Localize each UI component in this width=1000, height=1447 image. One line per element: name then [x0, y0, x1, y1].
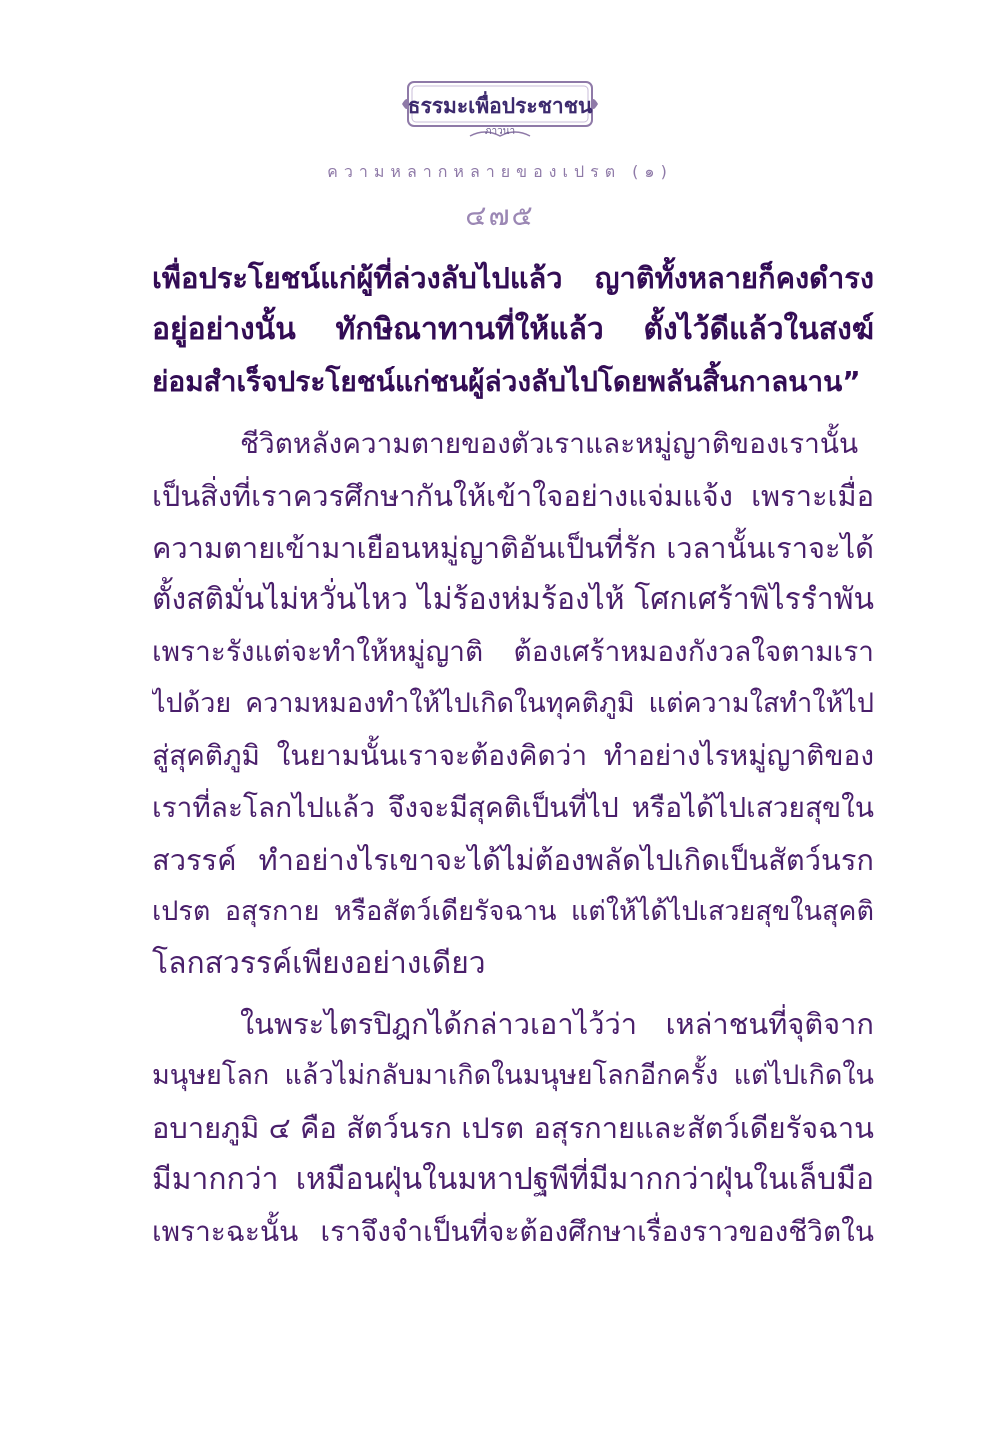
paragraph-line: อบายภูมิ ๔ คือ สัตว์นรก เปรต อสุรกายและสัตว์เดียรัจฉาน — [152, 1111, 874, 1145]
paragraph-line: มีมากกว่า เหมือนฝุ่นในมหาปฐพีที่มีมากกว่าฝุ่นในเล็บมือ — [152, 1162, 874, 1197]
paragraph-line: เป็นสิ่งที่เราควรศึกษากันให้เข้าใจอย่างแจ่มแจ้ง เพราะเมื่อ — [152, 479, 874, 513]
quote-line: ย่อมสำเร็จประโยชน์แก่ชนผู้ล่วงลับไปโดยพลันสิ้นกาลนาน” — [152, 365, 861, 398]
logo — [400, 78, 600, 148]
paragraph-1 — [152, 418, 874, 990]
logo-text: ธรรมะเพื่อประชาชน — [407, 93, 593, 118]
paragraph-line: ตั้งสติมั่นไม่หวั่นไหว ไม่ร้องห่มร้องไห้ โศกเศร้าพิไรรำพัน — [152, 582, 874, 617]
paragraph-line: สู่สุคติภูมิ ในยามนั้นเราจะต้องคิดว่า ทำอย่างไรหมู่ญาติของ — [152, 739, 874, 772]
running-title: ความหลากหลายของเปรต (๑) — [327, 162, 673, 181]
paragraph-line: ความตายเข้ามาเยือนหมู่ญาติอันเป็นที่รัก เวลานั้นเราจะได้ — [152, 531, 874, 565]
page-number: ๔๗๕ — [465, 199, 535, 232]
quote-line: เพื่อประโยชน์แก่ผู้ที่ล่วงลับไปแล้ว ญาติทั้งหลายก็คงดำรง — [152, 261, 874, 295]
page-body — [152, 252, 874, 1258]
paragraph-line: ชีวิตหลังความตายของตัวเราและหมู่ญาติของเรานั้น — [240, 427, 859, 460]
paragraph-2 — [152, 998, 874, 1258]
paragraph-line: โลกสวรรค์เพียงอย่างเดียว — [152, 946, 486, 981]
paragraph-line: เพราะรังแต่จะทำให้หมู่ญาติ ต้องเศร้าหมองกังวลใจตามเรา — [152, 635, 874, 668]
paragraph-line: มนุษยโลก แล้วไม่กลับมาเกิดในมนุษยโลกอีกครั้ง แต่ไปเกิดใน — [152, 1060, 874, 1091]
paragraph-line: เราที่ละโลกไปแล้ว จึงจะมีสุคติเป็นที่ไป หรือได้ไปเสวยสุขใน — [152, 791, 874, 824]
paragraph-line: ในพระไตรปิฎกได้กล่าวเอาไว้ว่า เหล่าชนที่จุติจาก — [240, 1007, 874, 1041]
paragraph-line: ไปด้วย ความหมองทำให้ไปเกิดในทุคติภูมิ แต่ความใสทำให้ไป — [152, 688, 874, 719]
paragraph-line: สวรรค์ ทำอย่างไรเขาจะได้ไม่ต้องพลัดไปเกิดเป็นสัตว์นรก — [152, 843, 874, 877]
paragraph-line: เพราะฉะนั้น เราจึงจำเป็นที่จะต้องศึกษาเรื่องราวของชีวิตใน — [152, 1215, 874, 1248]
logo-subtext: ภาวนา — [484, 126, 516, 137]
quote-block — [152, 252, 874, 408]
quote-line: อยู่อย่างนั้น ทักษิณาทานที่ให้แล้ว ตั้งไว้ดีแล้วในสงฆ์ — [152, 312, 874, 347]
paragraph-line: เปรต อสุรกาย หรือสัตว์เดียรัจฉาน แต่ให้ได้ไปเสวยสุขในสุคติ — [152, 896, 874, 927]
